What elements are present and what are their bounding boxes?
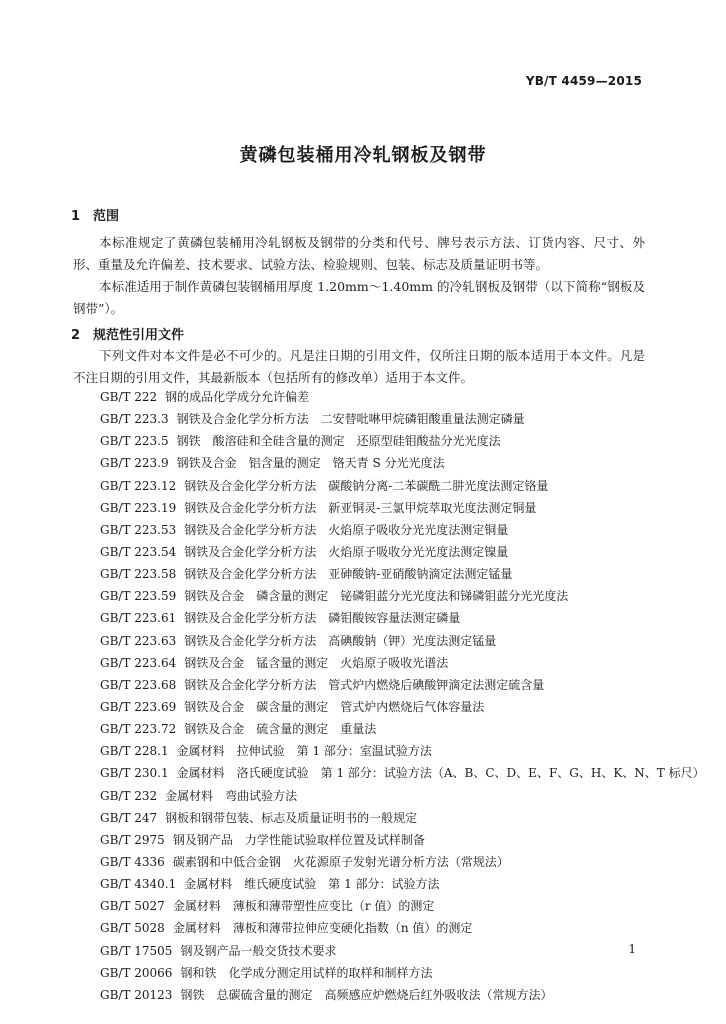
reference-title: 钢及钢产品 力学性能试验取样位置及试样制备 xyxy=(172,832,425,847)
reference-item xyxy=(100,408,660,430)
section-title: 范围 xyxy=(93,209,120,224)
reference-title: 钢铁 酸溶硅和全硅含量的测定 还原型硅钼酸盐分光光度法 xyxy=(176,434,501,449)
reference-title: 钢铁及合金化学分析方法 磷钼酸铵容量法测定磷量 xyxy=(184,611,461,626)
reference-item xyxy=(100,452,660,474)
reference-code: GB/T 5028 xyxy=(100,921,165,936)
reference-item xyxy=(100,807,660,829)
reference-item xyxy=(100,940,660,962)
reference-title: 碳素钢和中低合金钢 火花源原子发射光谱分析方法（常规法） xyxy=(172,854,509,869)
reference-code: GB/T 5027 xyxy=(100,899,165,914)
reference-title: 钢铁及合金 铝含量的测定 铬天青 S 分光光度法 xyxy=(176,456,445,471)
reference-title: 钢铁及合金 锰含量的测定 火焰原子吸收光谱法 xyxy=(184,655,449,670)
reference-title: 钢铁及合金化学分析方法 二安替吡啉甲烷磷钼酸重量法测定磷量 xyxy=(176,412,525,427)
reference-item xyxy=(100,652,660,674)
reference-code: GB/T 222 xyxy=(100,390,158,404)
reference-code: GB/T 228.1 xyxy=(100,744,169,759)
reference-item xyxy=(100,984,660,1006)
reference-title: 钢和铁 化学成分测定用试样的取样和制样方法 xyxy=(180,965,433,980)
reference-title: 金属材料 薄板和薄带拉伸应变硬化指数（n 值）的测定 xyxy=(172,921,473,936)
reference-code: GB/T 17505 xyxy=(100,943,173,958)
section-heading-normative-references xyxy=(71,324,184,343)
reference-code: GB/T 4340.1 xyxy=(100,877,177,892)
reference-title: 钢铁及合金化学分析方法 亚砷酸钠-亚硝酸钠滴定法测定锰量 xyxy=(184,567,513,582)
reference-title: 钢铁及合金化学分析方法 新亚铜灵-三氯甲烷萃取光度法测定铜量 xyxy=(184,500,537,515)
reference-code: GB/T 223.5 xyxy=(100,434,169,449)
reference-code: GB/T 20123 xyxy=(100,987,173,1002)
reference-item xyxy=(100,585,660,607)
reference-title: 钢铁及合金化学分析方法 管式炉内燃烧后碘酸钾滴定法测定硫含量 xyxy=(184,677,545,692)
reference-title: 钢板和钢带包装、标志及质量证明书的一般规定 xyxy=(165,810,418,825)
reference-title: 钢铁及合金化学分析方法 火焰原子吸收分光光度法测定镍量 xyxy=(184,544,509,559)
reference-code: GB/T 247 xyxy=(100,810,158,825)
reference-code: GB/T 4336 xyxy=(100,854,165,869)
scope-paragraph: 本标准规定了黄磷包装桶用冷轧钢板及钢带的分类和代号、牌号表示方法、订货内容、尺寸、外形、重量及允许偏差、技术要求、试验方法、检验规则、包装、标志及质量证明书等。 xyxy=(73,235,645,272)
reference-code: GB/T 223.12 xyxy=(100,478,177,493)
reference-code: GB/T 223.68 xyxy=(100,677,177,692)
reference-code: GB/T 223.58 xyxy=(100,567,177,582)
reference-code: GB/T 223.54 xyxy=(100,544,177,559)
reference-title: 金属材料 洛氏硬度试验 第 1 部分：试验方法（A、B、C、D、E、F、G、H、K、N、T 标尺） xyxy=(176,766,705,781)
reference-item xyxy=(100,740,660,762)
reference-item xyxy=(100,917,660,939)
reference-code: GB/T 223.64 xyxy=(100,655,177,670)
section-title: 规范性引用文件 xyxy=(93,328,185,343)
reference-title: 钢铁 总碳硫含量的测定 高频感应炉燃烧后红外吸收法（常规方法） xyxy=(180,987,553,1002)
reference-item xyxy=(100,895,660,917)
reference-item xyxy=(100,696,660,718)
reference-item xyxy=(100,519,660,541)
reference-title: 钢及钢产品一般交货技术要求 xyxy=(180,943,337,958)
reference-item xyxy=(100,607,660,629)
scope-paragraph: 本标准适用于制作黄磷包装钢桶用厚度 1.20mm～1.40mm 的冷轧钢板及钢带（以下简称“钢板及钢带”）。 xyxy=(73,279,645,316)
reference-item xyxy=(100,430,660,452)
reference-title: 钢铁及合金化学分析方法 火焰原子吸收分光光度法测定铜量 xyxy=(184,522,509,537)
standard-code: YB/T 4459—2015 xyxy=(525,74,642,88)
reference-code: GB/T 20066 xyxy=(100,965,173,980)
reference-code: GB/T 223.72 xyxy=(100,722,177,737)
reference-code: GB/T 2975 xyxy=(100,832,165,847)
references-intro: 下列文件对本文件是必不可少的。凡是注日期的引用文件，仅所注日期的版本适用于本文件。凡是不注日期的引用文件，其最新版本（包括所有的修改单）适用于本文件。 xyxy=(73,348,645,385)
reference-item xyxy=(100,674,660,696)
reference-list xyxy=(100,386,705,1006)
page-number: 1 xyxy=(628,942,636,956)
reference-item xyxy=(100,829,660,851)
reference-item xyxy=(100,541,660,563)
reference-item xyxy=(100,563,660,585)
reference-title: 钢铁及合金化学分析方法 高碘酸钠（钾）光度法测定锰量 xyxy=(184,633,497,648)
section-heading-scope xyxy=(71,205,119,224)
reference-item xyxy=(100,962,660,984)
reference-code: GB/T 223.9 xyxy=(100,456,169,471)
document-title: 黄磷包装桶用冷轧钢板及钢带 xyxy=(239,145,487,166)
reference-item xyxy=(100,630,660,652)
reference-code: GB/T 223.69 xyxy=(100,699,177,714)
section-number: 2 xyxy=(71,328,81,343)
reference-title: 金属材料 弯曲试验方法 xyxy=(165,788,298,803)
reference-item xyxy=(100,386,660,408)
reference-code: GB/T 223.61 xyxy=(100,611,177,626)
reference-code: GB/T 223.59 xyxy=(100,589,177,604)
reference-code: GB/T 223.19 xyxy=(100,500,177,515)
reference-title: 金属材料 拉伸试验 第 1 部分：室温试验方法 xyxy=(176,744,432,759)
reference-code: GB/T 230.1 xyxy=(100,766,169,781)
reference-item xyxy=(100,851,660,873)
reference-item xyxy=(100,785,660,807)
reference-code: GB/T 232 xyxy=(100,788,158,803)
reference-title: 钢铁及合金 磷含量的测定 铋磷钼蓝分光光度法和锑磷钼蓝分光光度法 xyxy=(184,589,569,604)
reference-item xyxy=(100,718,660,740)
reference-item xyxy=(100,873,660,895)
reference-title: 钢铁及合金 碳含量的测定 管式炉内燃烧后气体容量法 xyxy=(184,699,485,714)
reference-title: 钢铁及合金化学分析方法 碳酸钠分离-二苯碳酰二肼光度法测定铬量 xyxy=(184,478,549,493)
reference-title: 金属材料 薄板和薄带塑性应变比（r 值）的测定 xyxy=(172,899,435,914)
reference-item xyxy=(100,762,705,784)
reference-title: 钢的成品化学成分允许偏差 xyxy=(165,390,310,404)
reference-item xyxy=(100,475,660,497)
reference-title: 金属材料 维氏硬度试验 第 1 部分：试验方法 xyxy=(184,877,440,892)
reference-item xyxy=(100,497,660,519)
reference-code: GB/T 223.53 xyxy=(100,522,177,537)
reference-code: GB/T 223.63 xyxy=(100,633,177,648)
section-number: 1 xyxy=(71,209,81,224)
reference-code: GB/T 223.3 xyxy=(100,412,169,427)
reference-title: 钢铁及合金 硫含量的测定 重量法 xyxy=(184,722,377,737)
